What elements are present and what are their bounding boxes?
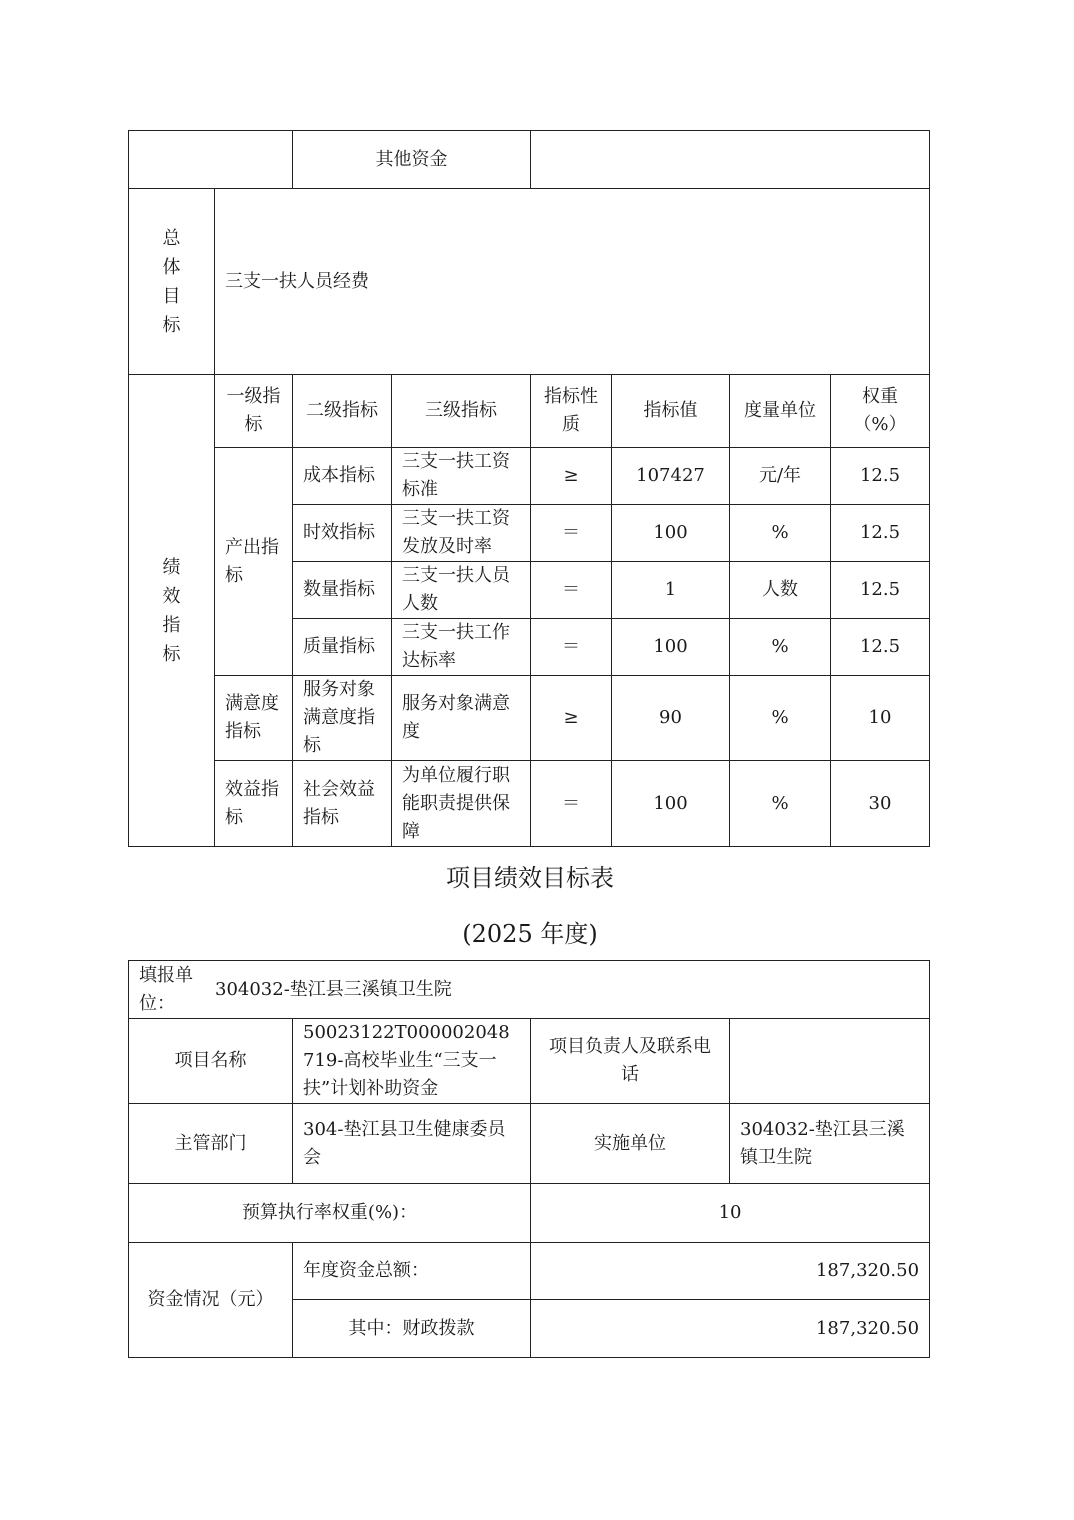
nature-cell: ＝ [531, 562, 612, 619]
overall-goal-label: 总 体 目 标 [129, 189, 215, 375]
value-cell: 1 [612, 562, 730, 619]
blank-cell [129, 131, 293, 189]
level3-cell: 服务对象满意度 [392, 676, 531, 761]
fiscal-label: 其中：财政拨款 [293, 1300, 531, 1358]
project-info-table [128, 960, 930, 1358]
table-row [129, 761, 930, 847]
level2-cell: 成本指标 [293, 448, 392, 505]
table-row [129, 676, 930, 761]
value-cell: 100 [612, 505, 730, 562]
other-funds-label: 其他资金 [293, 131, 531, 189]
fiscal-value: 187,320.50 [531, 1300, 930, 1358]
unit-cell: % [730, 676, 831, 761]
value-cell: 100 [612, 761, 730, 847]
level2-cell: 时效指标 [293, 505, 392, 562]
unit-cell: 元/年 [730, 448, 831, 505]
level2-cell: 社会效益指标 [293, 761, 392, 847]
group-benefit: 效益指标 [215, 761, 293, 847]
document-year: (2025 年度) [462, 920, 598, 948]
dept-value: 304-垫江县卫生健康委员会 [293, 1104, 531, 1184]
level2-cell: 服务对象满意度指标 [293, 676, 392, 761]
header-level2: 二级指标 [293, 375, 392, 448]
level2-cell: 数量指标 [293, 562, 392, 619]
overall-goal-text: 三支一扶人员经费 [215, 189, 930, 375]
level3-cell: 三支一扶工资标准 [392, 448, 531, 505]
project-name-value: 50023122T000002048719-高校毕业生“三支一扶”计划补助资金 [293, 1019, 531, 1104]
filler-label: 填报单位： [139, 964, 193, 1014]
weight-cell: 12.5 [831, 562, 930, 619]
header-weight: 权重（%） [831, 375, 930, 448]
annual-total-value: 187,320.50 [531, 1243, 930, 1300]
annual-total-label: 年度资金总额： [293, 1243, 531, 1300]
group-output: 产出指标 [215, 448, 293, 676]
header-value: 指标值 [612, 375, 730, 448]
level3-cell: 三支一扶工作达标率 [392, 619, 531, 676]
budget-rate-label: 预算执行率权重(%)： [129, 1184, 531, 1243]
level2-cell: 质量指标 [293, 619, 392, 676]
value-cell: 107427 [612, 448, 730, 505]
unit-cell: % [730, 505, 831, 562]
level3-cell: 三支一扶人员人数 [392, 562, 531, 619]
unit-cell: 人数 [730, 562, 831, 619]
funds-label: 资金情况（元） [129, 1243, 293, 1358]
value-cell: 100 [612, 619, 730, 676]
contact-label: 项目负责人及联系电话 [531, 1019, 730, 1104]
level3-cell: 为单位履行职能职责提供保障 [392, 761, 531, 847]
header-nature: 指标性质 [531, 375, 612, 448]
nature-cell: ≥ [531, 448, 612, 505]
table-row [129, 448, 930, 505]
contact-value [730, 1019, 930, 1104]
nature-cell: ＝ [531, 619, 612, 676]
impl-label: 实施单位 [531, 1104, 730, 1184]
performance-indicator-table [128, 130, 930, 847]
unit-cell: % [730, 619, 831, 676]
value-cell: 90 [612, 676, 730, 761]
impl-value: 304032-垫江县三溪镇卫生院 [730, 1104, 930, 1184]
nature-cell: ＝ [531, 761, 612, 847]
level3-cell: 三支一扶工资发放及时率 [392, 505, 531, 562]
weight-cell: 12.5 [831, 505, 930, 562]
weight-cell: 12.5 [831, 619, 930, 676]
filler-row [129, 961, 930, 1019]
project-name-label: 项目名称 [129, 1019, 293, 1104]
unit-cell: % [730, 761, 831, 847]
header-level3: 三级指标 [392, 375, 531, 448]
budget-rate-value: 10 [531, 1184, 930, 1243]
weight-cell: 30 [831, 761, 930, 847]
nature-cell: ≥ [531, 676, 612, 761]
filler-value: 304032-垫江县三溪镇卫生院 [215, 978, 452, 1000]
group-satisfaction: 满意度指标 [215, 676, 293, 761]
nature-cell: ＝ [531, 505, 612, 562]
dept-label: 主管部门 [129, 1104, 293, 1184]
header-level1: 一级指标 [215, 375, 293, 448]
weight-cell: 12.5 [831, 448, 930, 505]
other-funds-value [531, 131, 930, 189]
document-title: 项目绩效目标表 [446, 864, 614, 892]
performance-label: 绩 效 指 标 [129, 375, 215, 847]
header-unit: 度量单位 [730, 375, 831, 448]
weight-cell: 10 [831, 676, 930, 761]
